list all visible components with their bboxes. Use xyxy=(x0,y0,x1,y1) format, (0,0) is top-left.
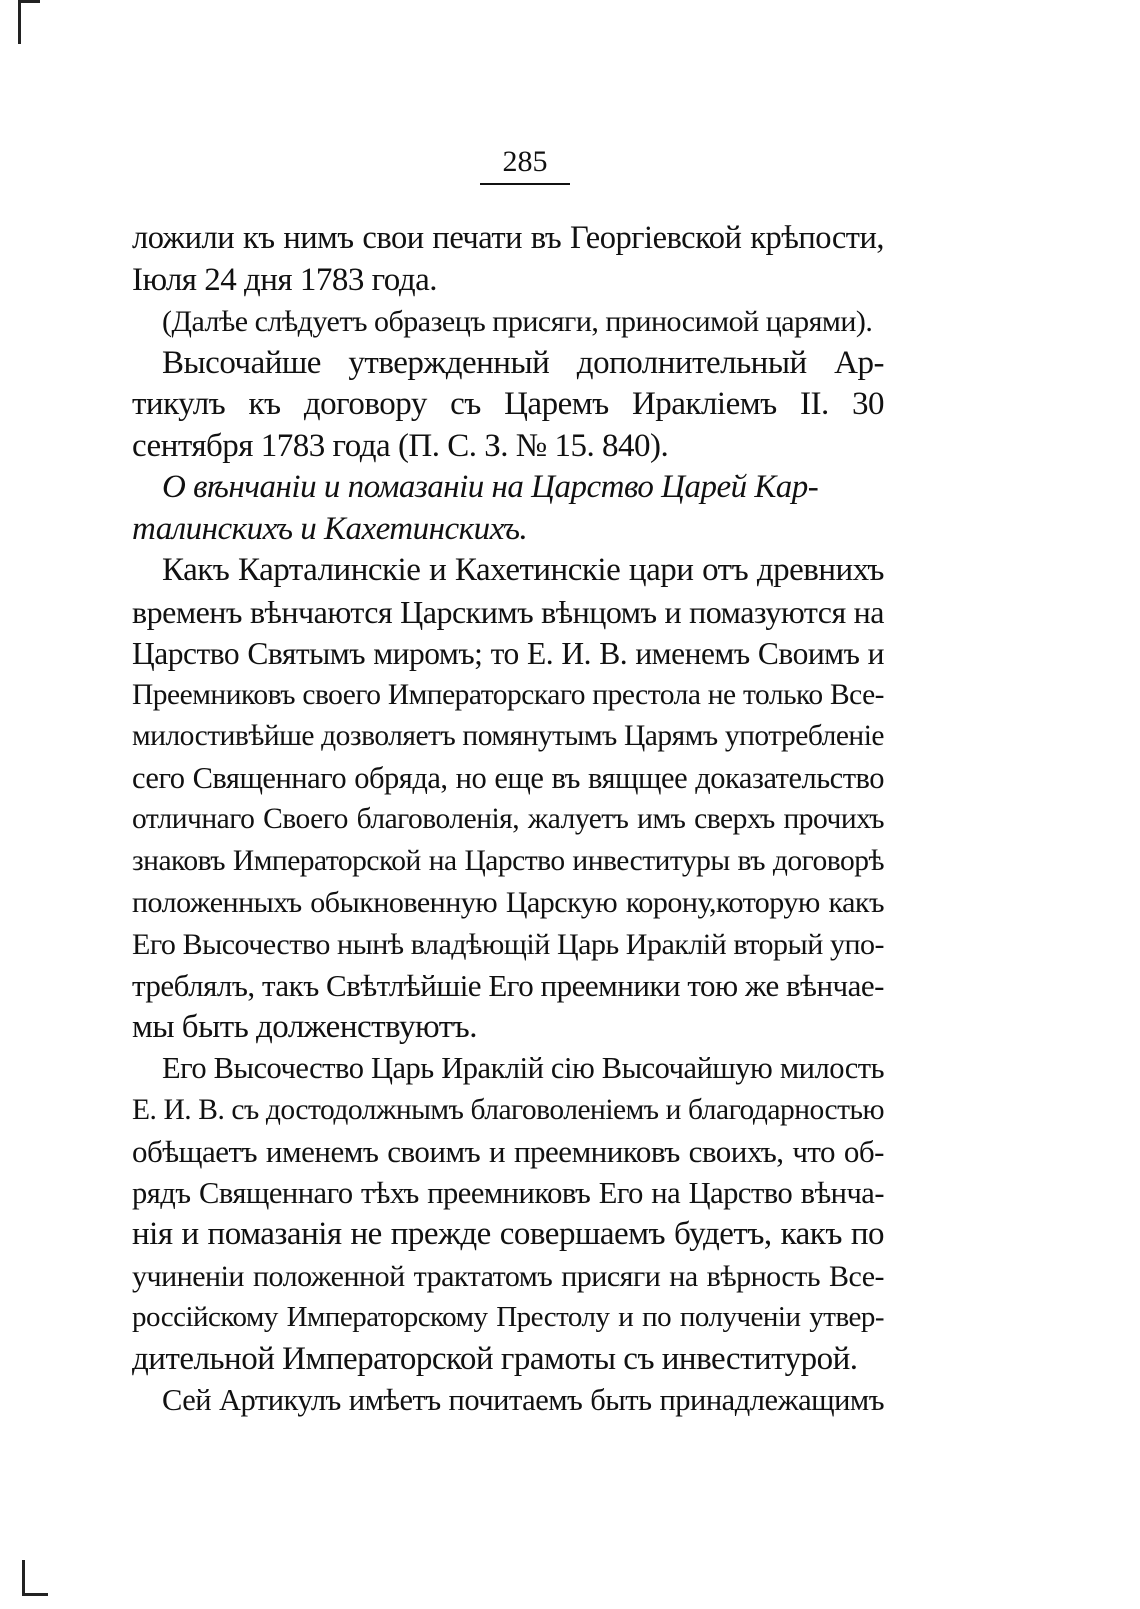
text-line: сентября 1783 года (П. С. З. № 15. 840). xyxy=(132,427,669,464)
text-line: (Далѣе слѣдуетъ образецъ присяги, приносимой царями). xyxy=(162,305,873,338)
text-line: ложили къ нимъ свои печати въ Георгіевской крѣпости, xyxy=(132,220,884,256)
text-line: нія и помазанія не прежде совершаемъ будетъ, какъ по xyxy=(132,1216,884,1252)
text-line: милостивѣйше дозволяетъ помянутымъ Царямъ употребленіе xyxy=(132,720,884,752)
text-line: тикулъ къ договору съ Царемъ Иракліемъ II. 30 xyxy=(132,386,884,422)
text-line: Сей Артикулъ имѣетъ почитаемъ быть принадлежащимъ xyxy=(162,1383,884,1417)
text-line: временъ вѣнчаются Царскимъ вѣнцомъ и помазуются на xyxy=(132,593,884,630)
text-line: талинскихъ и Кахетинскихъ. xyxy=(132,510,528,547)
text-line: положенныхъ обыкновенную Царскую корону,которую какъ xyxy=(132,886,884,919)
text-line: россійскому Императорскому Престолу и по полученіи утвер- xyxy=(132,1301,884,1333)
text-line: Его Высочество Царь Ираклій сію Высочайшую милость xyxy=(162,1051,884,1085)
scan-corner-mark-top xyxy=(18,0,21,44)
text-line: отличнаго Своего благоволенія, жалуетъ имъ сверхъ прочихъ xyxy=(132,803,884,835)
text-line: сего Священнаго обряда, но еще въ вящщее доказательство xyxy=(132,760,884,795)
scan-corner-mark-bottom xyxy=(22,1560,25,1596)
text-line: рядъ Священнаго тѣхъ преемниковъ Его на Царство вѣнча- xyxy=(132,1175,884,1210)
text-line: дительной Императорской грамоты съ инвеститурой. xyxy=(132,1340,858,1377)
body-text xyxy=(132,218,884,1422)
text-line: Преемниковъ своего Императорскаго престола не только Все- xyxy=(132,678,884,711)
page-number: 285 xyxy=(480,145,570,185)
text-line: Е. И. В. съ достодолжнымъ благоволеніемъ и благодарностью xyxy=(132,1093,884,1126)
text-line: Іюля 24 дня 1783 года. xyxy=(132,261,438,298)
text-line: Какъ Карталинскіе и Кахетинскіе цари отъ древнихъ xyxy=(162,552,884,588)
text-line: знаковъ Императорской на Царство инвеституры въ договорѣ xyxy=(132,844,884,877)
text-line: учиненіи положенной трактатомъ присяги на вѣрность Все- xyxy=(132,1259,884,1293)
text-line: треблялъ, такъ Свѣтлѣйшіе Его преемники тою же вѣнчае- xyxy=(132,968,884,1003)
text-line: Его Высочество нынѣ владѣющій Царь Ираклій вторый упо- xyxy=(132,927,884,961)
text-line: Царство Святымъ миромъ; то Е. И. В. именемъ Своимъ и xyxy=(132,636,884,671)
text-line: мы быть долженствуютъ. xyxy=(132,1008,477,1045)
text-line: Высочайше утвержденный дополнительный Ар- xyxy=(162,344,884,381)
text-line: О вѣнчаніи и помазаніи на Царство Царей Кар- xyxy=(162,469,819,505)
text-line: обѣщаетъ именемъ своимъ и преемниковъ своихъ, что об- xyxy=(132,1134,884,1169)
